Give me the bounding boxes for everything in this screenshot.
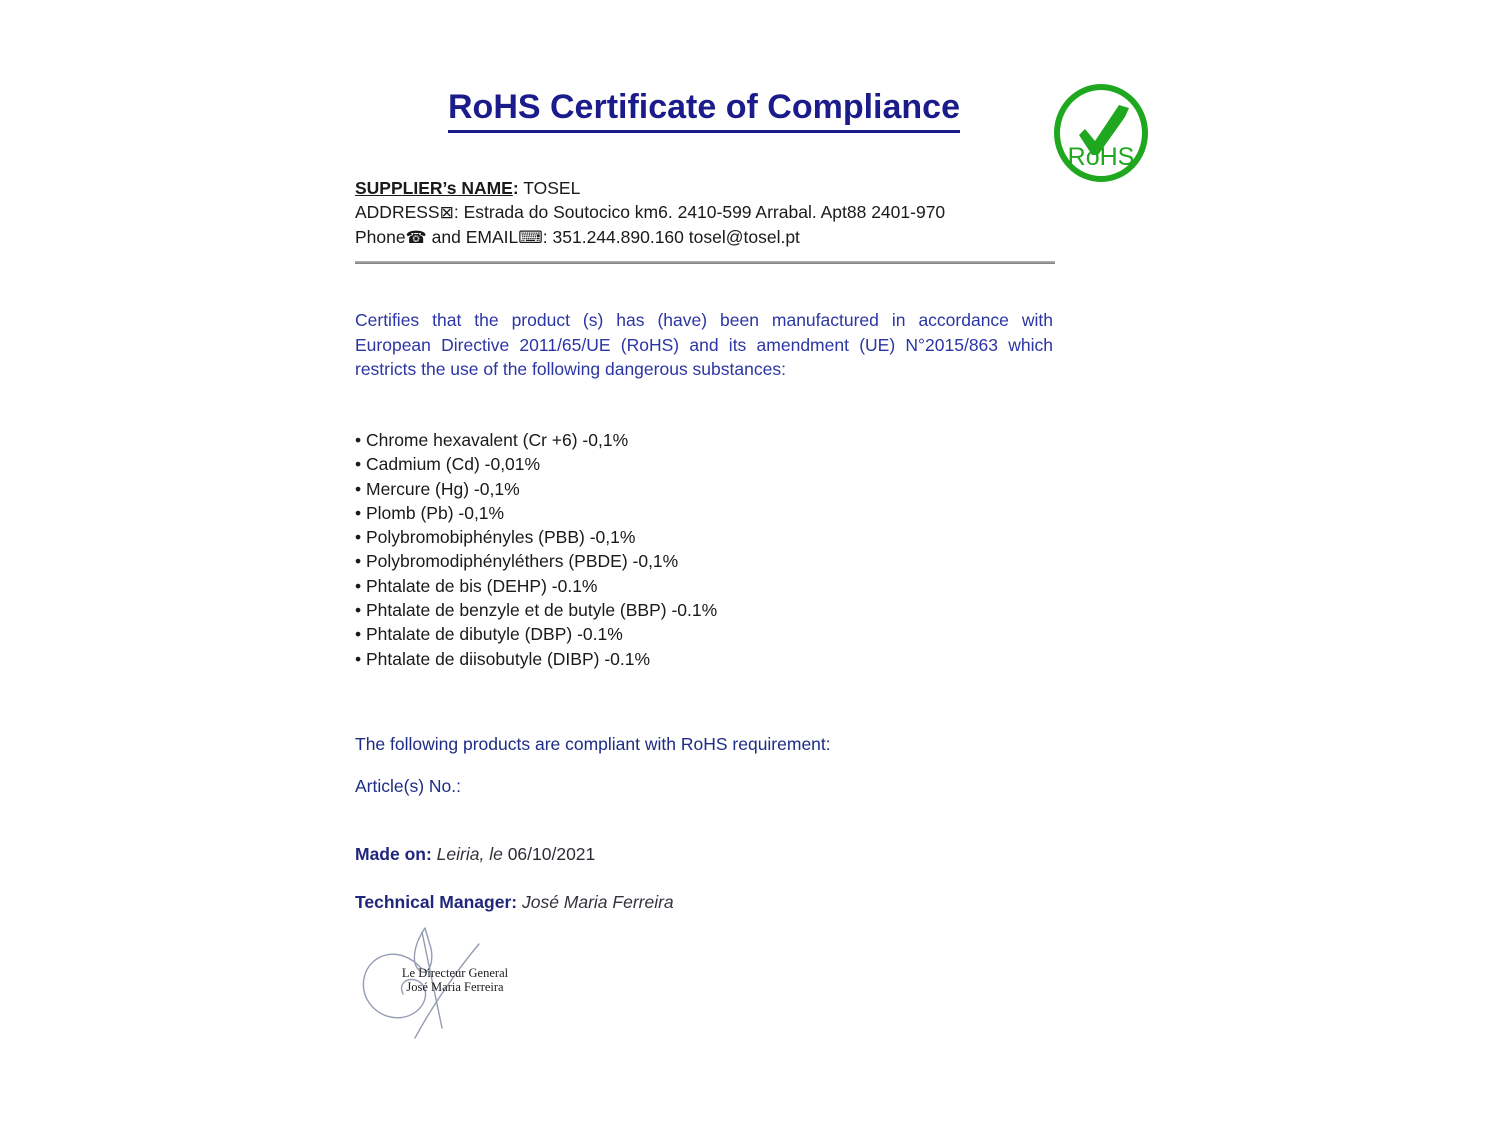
made-on-label: Made on: bbox=[355, 844, 432, 864]
substance-item: • Chrome hexavalent (Cr +6) -0,1% bbox=[355, 428, 1055, 452]
supplier-contact-line bbox=[355, 225, 1075, 250]
supplier-name-label: SUPPLIER’s NAME bbox=[355, 178, 513, 198]
made-on-line bbox=[355, 844, 595, 865]
compliance-statement: The following products are compliant with RoHS requirement: bbox=[355, 734, 831, 754]
technical-manager-line bbox=[355, 892, 674, 913]
supplier-name-line bbox=[355, 176, 1075, 200]
substance-item: • Phtalate de diisobutyle (DIBP) -0.1% bbox=[355, 647, 1055, 671]
rohs-logo-icon bbox=[1052, 83, 1150, 183]
supplier-block bbox=[355, 176, 1075, 250]
substance-item: • Mercure (Hg) -0,1% bbox=[355, 477, 1055, 501]
page-title bbox=[355, 88, 1053, 133]
signature-text bbox=[395, 966, 515, 994]
certification-line-3: restricts the use of the following dangerous substances: bbox=[355, 359, 786, 379]
phone-label: Phone bbox=[355, 227, 406, 247]
substance-item: • Phtalate de benzyle et de butyle (BBP) -0.1% bbox=[355, 598, 1055, 622]
computer-icon: ⌨ bbox=[518, 228, 543, 248]
substance-item: • Polybromodiphényléthers (PBDE) -0,1% bbox=[355, 549, 1055, 573]
address-label: ADDRESS bbox=[355, 202, 440, 222]
made-on-place: Leiria, le bbox=[431, 844, 503, 864]
signature-line-1: Le Directeur General bbox=[401, 966, 509, 980]
address-value: : Estrada do Soutocico km6. 2410-599 Arrabal. Apt88 2401-970 bbox=[453, 202, 946, 222]
technical-manager-label: Technical Manager: bbox=[355, 892, 518, 912]
phone-icon: ☎ bbox=[405, 228, 427, 248]
substance-item: • Cadmium (Cd) -0,01% bbox=[355, 452, 1055, 476]
substance-item: • Polybromobiphényles (PBB) -0,1% bbox=[355, 525, 1055, 549]
substance-item: • Plomb (Pb) -0,1% bbox=[355, 501, 1055, 525]
supplier-address-line bbox=[355, 200, 1075, 225]
certification-line-2: European Directive 2011/65/UE (RoHS) and its amendment (UE) N°2015/863 which bbox=[355, 334, 1053, 355]
substances-list bbox=[355, 428, 1055, 671]
page-title-text: RoHS Certificate of Compliance bbox=[448, 88, 960, 133]
technical-manager-value: José Maria Ferreira bbox=[517, 892, 674, 912]
signature-line-2: José Maria Ferreira bbox=[406, 980, 504, 994]
envelope-icon: ⊠ bbox=[439, 203, 454, 223]
certification-line-1: Certifies that the product (s) has (have) been manufactured in accordance with bbox=[355, 310, 1053, 330]
made-on-date: 06/10/2021 bbox=[502, 844, 596, 864]
email-label: and EMAIL bbox=[426, 227, 519, 247]
signature-block bbox=[355, 918, 525, 1053]
substance-item: • Phtalate de dibutyle (DBP) -0.1% bbox=[355, 622, 1055, 646]
article-number-line: Article(s) No.: bbox=[355, 776, 461, 796]
supplier-name-value: TOSEL bbox=[518, 178, 581, 198]
horizontal-divider bbox=[355, 261, 1055, 264]
certification-paragraph bbox=[355, 308, 1053, 382]
substance-item: • Phtalate de bis (DEHP) -0.1% bbox=[355, 574, 1055, 598]
rohs-logo-label: RoHS bbox=[1067, 143, 1135, 171]
supplier-name-separator: : bbox=[512, 178, 519, 198]
contact-value: : 351.244.890.160 tosel@tosel.pt bbox=[542, 227, 800, 247]
rohs-logo bbox=[1052, 83, 1150, 183]
